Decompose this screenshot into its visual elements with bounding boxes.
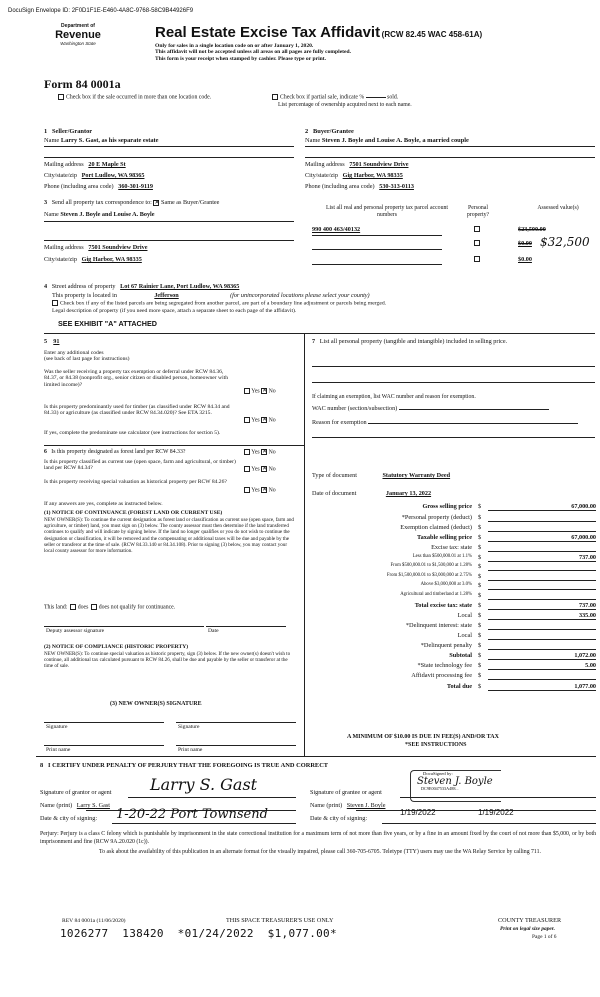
doc-date[interactable]: January 13, 2022 [385, 490, 432, 497]
logo-line2: Revenue [55, 28, 101, 41]
exhibit-text: SEE EXHIBIT "A" ATTACHED [58, 319, 157, 328]
location-section-number: 4 [44, 283, 48, 290]
exemption-text: If claiming an exemption, list WAC number and reason for exemption. [312, 394, 476, 400]
tax-row-label: Local [457, 632, 472, 639]
seller-mailing[interactable]: 20 E Maple St [88, 161, 126, 168]
tax-row-label: *Delinquent interest: state [405, 622, 472, 629]
grantee-name[interactable]: Steven J. Boyle [346, 802, 386, 809]
grantor-name-label: Name (print) [40, 802, 73, 809]
tax-city[interactable]: Gig Harbor, WA 98335 [81, 256, 142, 263]
doc-date-label: Date of document [312, 490, 357, 497]
s6q2-yes-checkbox[interactable] [244, 466, 250, 472]
grantee-date[interactable]: 1/19/2022 [400, 808, 436, 817]
q2-yes-checkbox[interactable] [244, 417, 250, 423]
parcel-value-3[interactable]: $0.00 [518, 256, 532, 263]
tax-name-label: Name [44, 211, 59, 218]
parcel-account-1[interactable]: 990 400 463/40132 [312, 226, 361, 233]
dollar-sign: $ [478, 524, 482, 531]
tax-row-label: *State technology fee [417, 662, 472, 669]
treasurer-receipt-stamp: 1026277 138420 *01/24/2022 $1,077.00* [60, 927, 337, 940]
buyer-phone-label: Phone (including area code) [305, 183, 375, 190]
tax-row-value[interactable]: 737.00 [488, 602, 596, 610]
section7-number: 7 [312, 338, 316, 345]
section6-q3: Is this property receiving special valuation as historical property per RCW 84.26? [44, 479, 227, 485]
minimum-note: A MINIMUM OF $10.00 IS DUE IN FEE(S) AND/OR TAX [347, 734, 499, 740]
tax-row-label: *Delinquent penalty [420, 642, 472, 649]
same-as-buyer-label: Same as Buyer/Grantee [161, 199, 220, 206]
tax-row-label: *Personal property (deduct) [401, 514, 472, 521]
buyer-phone[interactable]: 530-313-0113 [379, 183, 414, 190]
tax-row-label: Affidavit processing fee [411, 672, 472, 679]
s6q1-no-label: No [268, 449, 276, 456]
property-street[interactable]: Lot 67 Rainier Lane, Port Ludlow, WA 98365 [120, 283, 240, 290]
section6-q2: Is this property classified as current use (open space, farm and agricultural, or timber) land per RCW 84.34? [44, 459, 236, 472]
dollar-sign: $ [478, 573, 482, 580]
section5-q2-answer [244, 417, 276, 424]
tax-row-label: From $1,500,000.01 to $3,000,000 at 2.75% [386, 573, 472, 578]
tax-row-label: Excise tax: state [431, 544, 472, 551]
notice2-text: NEW OWNER(S): To continue special valuation as historic property, sign (3) below. If the new owner(s) doesn't wish to continue, all additional tax calculated pursuant to RCW 84.26, shall be due and payable by the seller or transferor at the time of sale. [44, 651, 291, 670]
county-treasurer-label: COUNTY TREASURER [498, 917, 562, 924]
seller-mailing-label: Mailing address [44, 161, 84, 168]
grantor-date-label: Date & city of signing: [40, 815, 98, 822]
located-county[interactable]: Jefferson [154, 292, 179, 299]
ownership-note: List percentage of ownership acquired next to each name. [278, 102, 412, 108]
deputy-date-label: Date [208, 628, 219, 634]
section6-number: 6 [44, 449, 47, 455]
dollar-sign: $ [478, 582, 482, 589]
grantee-date-2[interactable]: 1/19/2022 [478, 808, 514, 817]
s6q2-no-checkbox[interactable] [261, 466, 267, 472]
logo-line3: Washington State [60, 40, 96, 46]
parcel-value-2[interactable]: $0.00 [518, 240, 532, 247]
tax-row-value[interactable]: 737.00 [488, 554, 596, 562]
tax-row-value[interactable] [488, 582, 596, 590]
tax-row-label: Agricultural and timberland at 1.28% [400, 592, 472, 597]
grantor-date[interactable]: 1-20-22 Port Townsend [116, 807, 268, 822]
personal-property-checkbox-1[interactable] [474, 226, 480, 232]
dollar-sign: $ [478, 642, 482, 649]
buyer-name-label: Name [305, 137, 321, 144]
tax-row-label: Exemption claimed (deduct) [400, 524, 472, 531]
print-name-label-2: Print name [178, 747, 203, 753]
reason-label: Reason for exemption [312, 419, 367, 426]
personal-property-checkbox-2[interactable] [474, 240, 480, 246]
q2-yes-label: Yes [251, 417, 260, 424]
print-legal-note: Print on legal size paper. [500, 926, 555, 932]
availability-text: To ask about the availability of this publication in an alternate format for the visually impaired, please call 360-705-6705. Teletype (TTY) users may use the WA Relay Service by calling 711. [99, 849, 541, 855]
legal-note: Legal description of property (if you need more space, attach a separate sheet to each page of the affidavit). [52, 308, 297, 314]
buyer-name[interactable]: Steven J. Boyle and Louise A. Boyle, a married couple [321, 137, 469, 144]
does-label: does [77, 604, 89, 611]
tax-row-value[interactable] [488, 622, 596, 630]
section5-number: 5 [44, 338, 48, 345]
does-qualify-checkbox[interactable] [70, 604, 76, 610]
segregated-checkbox[interactable] [52, 300, 58, 306]
rev-code: REV 84 0001a (11/06/2020) [62, 918, 126, 924]
multiple-location-label: Check box if the sale occurred in more than one location code. [66, 94, 212, 101]
buyer-mailing-label: Mailing address [305, 161, 345, 168]
section8-number: 8 [40, 762, 44, 769]
dollar-sign: $ [478, 672, 482, 679]
parcel-value-1[interactable]: $23,500.00 [518, 226, 546, 233]
dollar-sign: $ [478, 592, 482, 599]
revenue-logo [46, 24, 110, 46]
form-title-code: (RCW 82.45 WAC 458-61A) [381, 30, 483, 39]
dollar-sign: $ [478, 602, 482, 609]
section5-q1: Was the seller receiving a property tax exemption or deferral under RCW 84.36, 84.37, or 84.38 (nonprofit org., senior citizen or disabled person, homeowner with limited income)? [44, 369, 228, 388]
tax-row-label: Total due [446, 683, 472, 690]
seller-name-label: Name [44, 137, 60, 144]
dollar-sign: $ [478, 683, 482, 690]
envelope-id: DocuSign Envelope ID: 2F0D1F1E-E460-4A8C-9768-58C9B44926F9 [8, 8, 194, 14]
notice2-title: (2) NOTICE OF COMPLIANCE (HISTORIC PROPERTY) [44, 644, 189, 650]
same-as-buyer-checkbox[interactable] [153, 200, 159, 206]
dollar-sign: $ [478, 563, 482, 570]
dollar-sign: $ [478, 554, 482, 561]
q1-no-label: No [268, 388, 276, 395]
parcel-header-personal: Personal property? [466, 205, 490, 218]
subtitle-line-3: This form is your receipt when stamped by cashier. Please type or print. [155, 55, 327, 62]
tax-row-value[interactable] [488, 642, 596, 650]
q1-yes-checkbox[interactable] [244, 388, 250, 394]
subtitle-line-2: This affidavit will not be accepted unless all areas on all pages are fully completed. [155, 49, 352, 56]
docusigned-label: DocuSigned by: [423, 771, 453, 776]
additional-codes-label: Enter any additional codes [44, 350, 104, 356]
section6-q1: Is this property designated as forest land per RCW 84.33? [51, 449, 186, 455]
notice1-text: NEW OWNER(S): To continue the current designation as forest land or classification as current use (open space, farm and agriculture, or timber) land, you must sign on (3) below. The county assessor must then determine if the land transferred continues to qualify and will indicate by signing below. If the land no longer qualifies or you do not wish to continue the designation or classification, it will be removed and the compensating or additional taxes will be due and payable by the seller or transferor at the time of sale. (RCW 84.33.140 or 84.34.108). Prior to signing (3) below, you may contact your local county assessor for more information. [44, 517, 294, 555]
seller-heading-label: Seller/Grantor [52, 128, 93, 135]
partial-sale-label: Check box if partial sale, indicate % [280, 94, 365, 101]
tax-section-number: 3 [44, 199, 48, 206]
perjury-text: Perjury: Perjury is a class C felony which is punishable by imprisonment in the state correctional institution for a maximum term of not more than five years, or by a fine in an amount fixed by the court of not more than $5,000, or by both imprisonment and fine (RCW 9A.20.020 (1c)). [40, 831, 596, 845]
tax-row-value[interactable] [488, 592, 596, 600]
grantee-sig-label: Signature of grantee or agent [310, 789, 382, 796]
multiple-location-checkbox[interactable] [58, 94, 64, 100]
located-label: This property is located in [52, 292, 117, 299]
buyer-heading-label: Buyer/Grantee [313, 128, 354, 135]
doc-type-label: Type of document [312, 472, 357, 479]
section5-q2: Is this property predominantly used for timber (as classified under RCW 84.34 and 84.33) or agriculture (as classified under RCW 84.34.020)? See ETA 3215. [44, 404, 230, 417]
reason-field[interactable] [368, 423, 578, 424]
tax-row-value[interactable] [488, 544, 596, 552]
parcel-header-assessed: Assessed value(s) [537, 205, 579, 211]
seller-name[interactable]: Larry S. Gast, as his separate estate [60, 137, 159, 144]
parcel-header-list: List all real and personal property tax parcel account numbers [325, 205, 448, 218]
tax-row-value[interactable] [488, 524, 596, 532]
tax-mailing-label: Mailing address [44, 244, 84, 251]
tax-row-value[interactable] [488, 632, 596, 640]
grantee-date-label: Date & city of signing: [310, 815, 368, 822]
tax-row-value[interactable] [488, 563, 596, 571]
q1-yes-label: Yes [251, 388, 260, 395]
partial-sale-percent-field[interactable] [366, 97, 386, 98]
tax-row-value[interactable] [488, 573, 596, 581]
seller-phone-label: Phone (including area code) [44, 183, 114, 190]
dollar-sign: $ [478, 534, 482, 541]
dollar-sign: $ [478, 503, 482, 510]
partial-sale-checkbox[interactable] [272, 94, 278, 100]
tax-row-value[interactable] [488, 672, 596, 680]
seller-phone[interactable]: 360-301-9119 [118, 183, 153, 190]
s6q3-yes-label: Yes [251, 487, 260, 494]
dollar-sign: $ [478, 514, 482, 521]
tax-row-label: Subtotal [449, 652, 472, 659]
tax-mailing[interactable]: 7501 Soundview Drive [88, 244, 148, 251]
print-name-label-1: Print name [46, 747, 71, 753]
form-number: Form 84 0001a [44, 77, 121, 91]
unincorp-note: (for unincorporated locations please select your county) [230, 292, 370, 299]
does-not-qualify-checkbox[interactable] [91, 604, 97, 610]
tax-row-value[interactable] [488, 514, 596, 522]
q2-no-label: No [268, 417, 276, 424]
tax-row-label: Total excise tax: state [414, 602, 472, 609]
tax-row-label: Gross selling price [422, 503, 472, 510]
subtitle-line-1: Only for sales in a single location code on or after January 1, 2020. [155, 43, 314, 49]
signature-label-1: Signature [46, 724, 68, 730]
deputy-sig-label: Deputy assessor signature [46, 628, 105, 634]
s6q3-no-checkbox[interactable] [261, 487, 267, 493]
seller-city-label: City/state/zip [44, 172, 77, 179]
dollar-sign: $ [478, 652, 482, 659]
dollar-sign: $ [478, 662, 482, 669]
notice1-title: (1) NOTICE OF CONTINUANCE (FOREST LAND OR CURRENT USE) [44, 510, 223, 516]
s6q3-no-label: No [268, 487, 276, 494]
tax-row-label: From $500,000.01 to $1,500,000 at 1.28% [390, 563, 472, 568]
seller-city[interactable]: Port Ludlow, WA 98365 [81, 172, 145, 179]
dollar-sign: $ [478, 622, 482, 629]
dollar-sign: $ [478, 632, 482, 639]
handwritten-assessed-value: $32,500 [540, 235, 590, 249]
seller-heading [44, 128, 92, 135]
this-land-label: This land: [44, 604, 68, 611]
certify-text: I CERTIFY UNDER PENALTY OF PERJURY THAT THE FOREGOING IS TRUE AND CORRECT [48, 762, 329, 769]
buyer-city[interactable]: Gig Harbor, WA 98335 [342, 172, 403, 179]
tax-row-label: Taxable selling price [416, 534, 472, 541]
tax-correspondence-label: Send all property tax correspondence to: [51, 199, 152, 206]
seller-section-number: 1 [44, 128, 48, 135]
form-title: Real Estate Excise Tax Affidavit [155, 24, 381, 41]
new-owner-sig-heading: (3) NEW OWNER(S) SIGNATURE [110, 701, 202, 707]
tax-row-value[interactable]: 67,000.00 [488, 534, 596, 542]
wac-label: WAC number (section/subsection) [312, 405, 398, 412]
section7-text: List all personal property (tangible and intangible) included in selling price. [319, 338, 508, 345]
buyer-section-number: 2 [305, 128, 309, 135]
dollar-sign: $ [478, 612, 482, 619]
buyer-mailing[interactable]: 7501 Soundview Drive [349, 161, 409, 168]
s6q1-yes-label: Yes [251, 449, 260, 456]
s6q2-yes-label: Yes [251, 466, 260, 473]
section5-q3: If yes, complete the predominate use calculator (see instructions for section 5). [44, 430, 221, 436]
q1-no-checkbox[interactable] [261, 388, 267, 394]
personal-property-checkbox-3[interactable] [474, 256, 480, 262]
tax-row-value[interactable]: 1,072.00 [488, 652, 596, 660]
s6q2-no-label: No [268, 466, 276, 473]
section5-q1-answer [244, 388, 276, 395]
s6q1-yes-checkbox[interactable] [244, 449, 250, 455]
tax-row-value[interactable]: 1,077.00 [488, 683, 596, 691]
sold-label: sold. [387, 94, 399, 101]
grantor-name[interactable]: Larry S. Gast [76, 802, 110, 809]
page-number: Page 1 of 6 [532, 934, 557, 940]
tax-city-label: City/state/zip [44, 256, 77, 263]
q2-no-checkbox[interactable] [261, 417, 267, 423]
signature-label-2: Signature [178, 724, 200, 730]
does-not-label: does not qualify for continuance. [98, 604, 176, 611]
s6q3-yes-checkbox[interactable] [244, 487, 250, 493]
wac-number-field[interactable] [399, 409, 549, 410]
if-yes-note: If any answers are yes, complete as instructed below. [44, 501, 163, 507]
tax-row-label: Above $3,000,000 at 3.0% [420, 582, 472, 587]
grantor-sig-label: Signature of grantor or agent [40, 789, 112, 796]
grantee-name-label: Name (print) [310, 802, 343, 809]
dollar-sign: $ [478, 544, 482, 551]
see-instructions: *SEE INSTRUCTIONS [405, 742, 467, 748]
grantee-signature[interactable]: Steven J. Boyle [417, 776, 493, 788]
grantor-signature[interactable]: Larry S. Gast [150, 775, 258, 794]
street-label: Street address of property [51, 283, 116, 290]
tax-row-label: Less than $500,000.01 at 1.1% [412, 554, 472, 559]
buyer-city-label: City/state/zip [305, 172, 338, 179]
see-back-label: (see back of last page for instructions) [44, 356, 130, 363]
segregated-note: Check box if any of the listed parcels are being segregated from another parcel, are part of a boundary line adjustment or parcels being merged. [60, 300, 387, 307]
tax-name[interactable]: Steven J. Boyle and Louise A. Boyle [60, 211, 155, 218]
s6q1-no-checkbox[interactable] [261, 449, 267, 455]
logo-line1: Department of [61, 23, 95, 29]
treasurer-use-label: THIS SPACE TREASURER'S USE ONLY [226, 917, 334, 924]
tax-row-value[interactable]: 335.00 [488, 612, 596, 620]
tax-row-value[interactable]: 67,000.00 [488, 503, 596, 511]
tax-row-label: Local [457, 612, 472, 619]
use-code[interactable]: 91 [53, 338, 60, 345]
tax-row-value[interactable]: 5.00 [488, 662, 596, 670]
doc-type[interactable]: Statutory Warranty Deed [382, 472, 451, 479]
docusign-id: DC9E0047533A488... [421, 786, 459, 792]
